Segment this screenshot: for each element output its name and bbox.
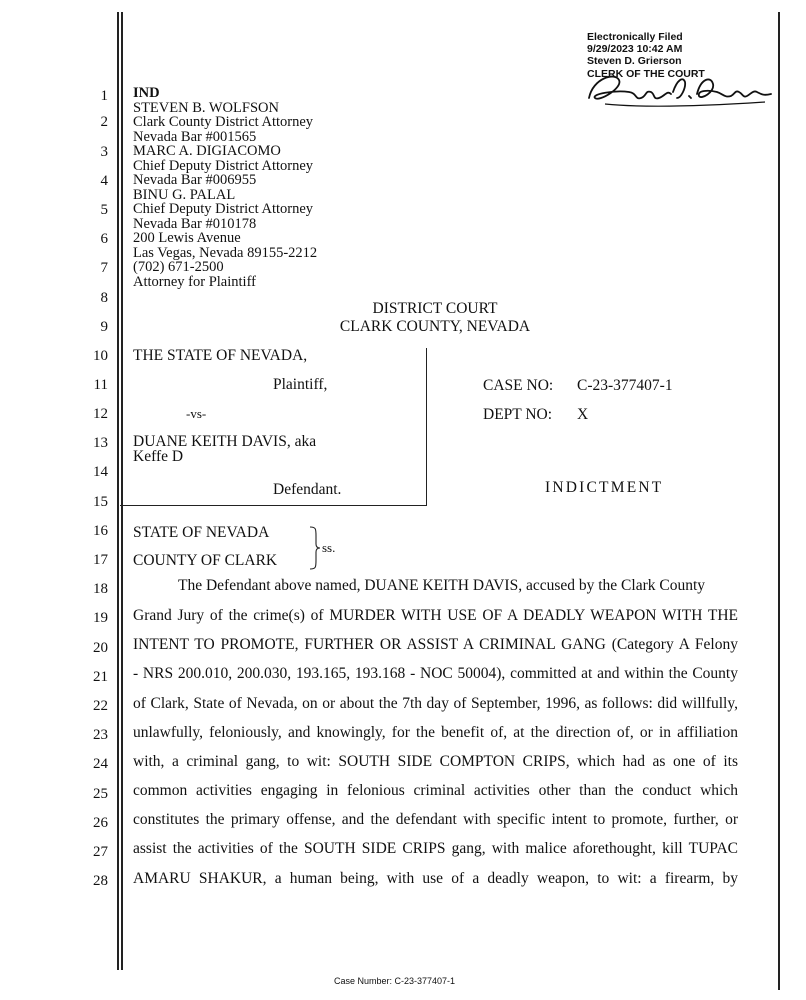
body-line-first: The Defendant above named, DUANE KEITH DAVIS, accused by the Clark County (178, 577, 706, 594)
attorney-line: MARC A. DIGIACOMO (133, 143, 281, 159)
line-number: 20 (93, 640, 108, 656)
line-number: 27 (93, 844, 108, 860)
line-number: 26 (93, 815, 108, 831)
attorney-line: BINU G. PALAL (133, 186, 236, 203)
line-number: 19 (93, 610, 108, 626)
caption-plaintiff: THE STATE OF NEVADA, (133, 347, 308, 364)
line-number: 16 (93, 523, 108, 539)
right-margin-rule (778, 12, 780, 990)
line-number: 3 (100, 144, 108, 160)
line-number: 21 (93, 669, 108, 685)
line-number: 5 (100, 202, 108, 218)
attorney-line: Clark County District Attorney (133, 114, 314, 130)
body-line: of Clark, State of Nevada, on or about the 7th day of September, 1996, as follows: did willfully, (133, 695, 738, 712)
left-margin-rule-outer (117, 12, 119, 970)
line-number: 28 (93, 873, 108, 889)
case-number-value: C-23-377407-1 (577, 377, 673, 394)
attorney-line: Chief Deputy District Attorney (133, 157, 314, 174)
line-number: 9 (100, 319, 108, 335)
line-number: 17 (93, 552, 108, 568)
body-line: INTENT TO PROMOTE, FURTHER OR ASSIST A CRIMINAL GANG (Category A Felony (133, 636, 738, 653)
court-name: DISTRICT COURT (372, 300, 498, 317)
venue-ss: ss. (322, 540, 336, 555)
court-heading (300, 300, 570, 336)
body-line: assist the activities of the SOUTH SIDE CRIPS gang, with malice aforethought, kill TUPAC (133, 840, 738, 857)
body-line: constitutes the primary offense, and the defendant with specific intent to promote, further, or (133, 811, 738, 828)
attorney-line: Nevada Bar #010178 (133, 215, 257, 232)
venue-brace-icon (308, 526, 322, 570)
attorney-line: Attorney for Plaintiff (133, 273, 256, 290)
line-number: 15 (93, 494, 108, 510)
line-number: 2 (100, 114, 108, 130)
line-number: 22 (93, 698, 108, 714)
venue-county: COUNTY OF CLARK (133, 552, 278, 569)
stamp-line: CLERK OF THE COURT (587, 67, 705, 80)
line-number: 13 (93, 435, 108, 451)
attorney-line: Las Vegas, Nevada 89155-2212 (133, 244, 318, 261)
line-number: 12 (93, 406, 108, 422)
footer-case-number: Case Number: C-23-377407-1 (334, 976, 456, 986)
body-line: common activities engaging in felonious criminal activities other than the conduct which (133, 782, 738, 799)
defendant-name-line: DUANE KEITH DAVIS, aka (133, 433, 317, 450)
dept-number-value: X (577, 406, 589, 423)
line-number: 24 (93, 756, 108, 772)
line-number: 10 (93, 348, 108, 364)
attorney-line: Chief Deputy District Attorney (133, 201, 314, 217)
caption-defendant-role: Defendant. (273, 481, 342, 498)
caption-vs: -vs- (186, 406, 207, 421)
line-number: 4 (100, 173, 108, 189)
caption-plaintiff-role: Plaintiff, (273, 376, 328, 393)
court-county: CLARK COUNTY, NEVADA (339, 318, 531, 335)
line-number: 6 (100, 231, 108, 247)
document-title: INDICTMENT (545, 479, 664, 496)
case-number-label: CASE NO: (483, 377, 554, 394)
attorney-line: Nevada Bar #001565 (133, 128, 257, 145)
body-line: with, a criminal gang, to wit: SOUTH SIDE COMPTON CRIPS, which had as one of its (133, 753, 738, 770)
line-number: 23 (93, 727, 108, 743)
line-number: 14 (93, 464, 108, 480)
line-number: 8 (100, 290, 108, 306)
attorney-line: 200 Lewis Avenue (133, 230, 241, 246)
stamp-line: Steven D. Grierson (587, 55, 682, 68)
body-line: Grand Jury of the crime(s) of MURDER WITH USE OF A DEADLY WEAPON WITH THE (133, 607, 738, 624)
line-number: 7 (100, 260, 108, 276)
attorney-line: (702) 671-2500 (133, 259, 224, 275)
line-number: 11 (93, 377, 108, 393)
stamp-line: 9/29/2023 10:42 AM (587, 43, 683, 56)
body-line: - NRS 200.010, 200.030, 193.165, 193.168 - NOC 50004), committed at and within the County (133, 665, 738, 682)
document-code: IND (133, 85, 160, 101)
body-line: unlawfully, feloniously, and knowingly, for the benefit of, at the direction of, or in affiliation (133, 724, 738, 741)
attorney-block (133, 86, 317, 289)
stamp-line: Electronically Filed (587, 31, 683, 43)
body-line: AMARU SHAKUR, a human being, with use of a deadly weapon, to wit: a firearm, by (133, 870, 738, 887)
attorney-line: Nevada Bar #006955 (133, 172, 257, 188)
line-number: 18 (93, 581, 108, 597)
caption-defendant-name (133, 434, 316, 464)
attorney-line: STEVEN B. WOLFSON (133, 99, 279, 116)
venue-state: STATE OF NEVADA (133, 524, 270, 541)
clerk-signature-icon (585, 68, 775, 112)
dept-number-label: DEPT NO: (483, 406, 553, 423)
line-number: 1 (100, 88, 108, 104)
defendant-aka-line: Keffe D (133, 448, 184, 465)
line-number: 25 (93, 786, 108, 802)
